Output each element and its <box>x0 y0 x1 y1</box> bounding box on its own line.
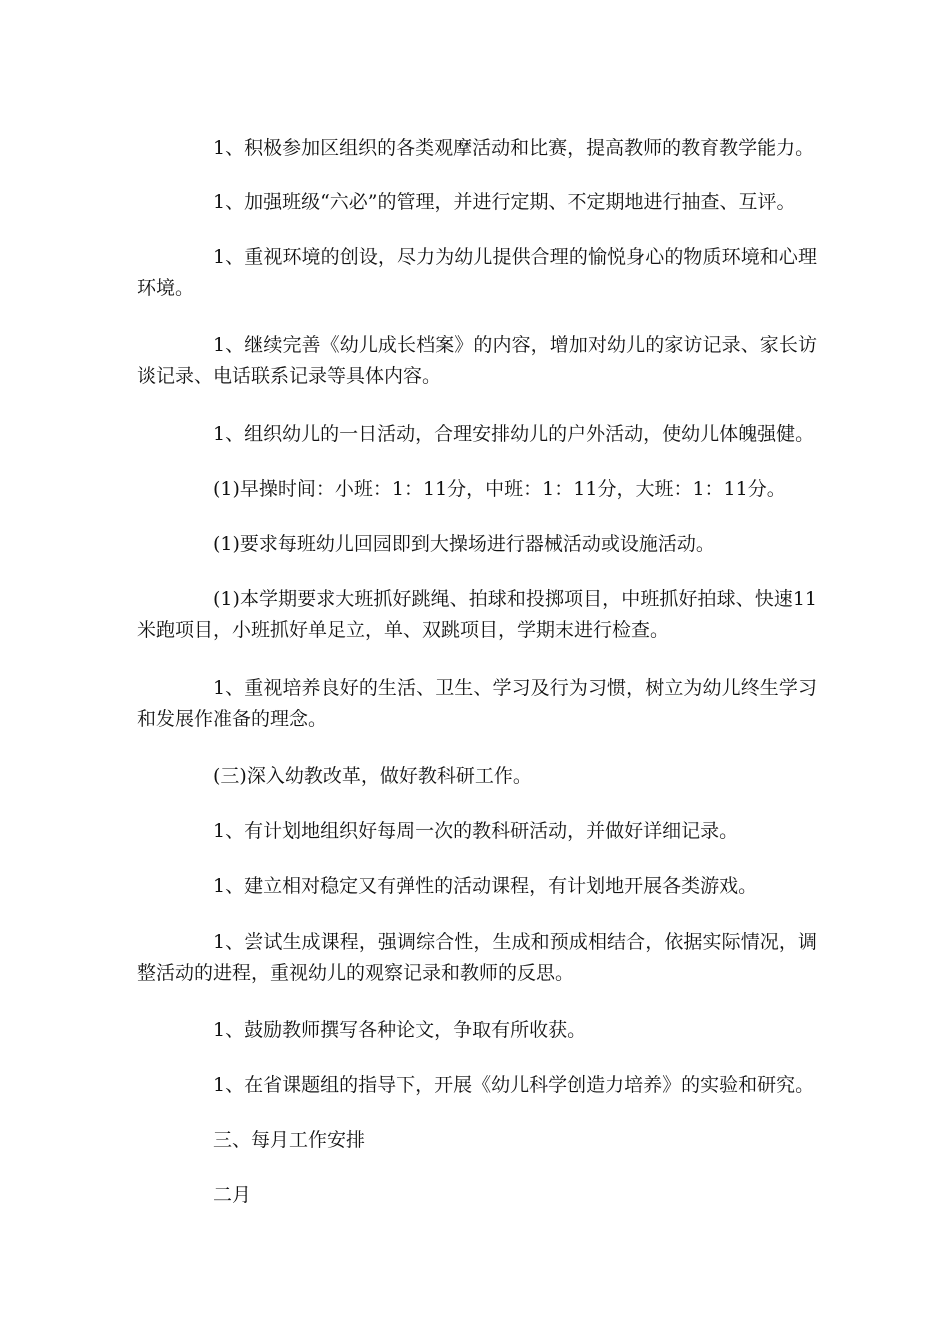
paragraph-teacher-papers: 1、鼓励教师撰写各种论文，争取有所收获。 <box>213 1019 587 1041</box>
paragraph-weekly-research: 1、有计划地组织好每周一次的教科研活动，并做好详细记录。 <box>213 820 739 842</box>
paragraph-provincial-project: 1、在省课题组的指导下，开展《幼儿科学创造力培养》的实验和研究。 <box>213 1074 815 1096</box>
paragraph-daily-activities: 1、组织幼儿的一日活动，合理安排幼儿的户外活动，使幼儿体魄强健。 <box>213 423 815 445</box>
paragraph-environment-creation: 1、重视环境的创设，尽力为幼儿提供合理的愉悦身心的物质环境和心理环境。 <box>137 246 817 299</box>
paragraph-activity-curriculum: 1、建立相对稳定又有弹性的活动课程，有计划地开展各类游戏。 <box>213 875 758 897</box>
section-heading-teaching-reform: (三)深入幼教改革，做好教科研工作。 <box>213 765 532 787</box>
paragraph-morning-exercise-time: (1)早操时间：小班：1：11分，中班：1：11分，大班：1：11分。 <box>213 478 786 500</box>
paragraph-generative-curriculum: 1、尝试生成课程，强调综合性，生成和预成相结合，依据实际情况，调整活动的进程，重视幼儿的观察记录和教师的反思。 <box>137 931 817 984</box>
paragraph-growth-archive: 1、继续完善《幼儿成长档案》的内容，增加对幼儿的家访记录、家长访谈记录、电话联系记录等具体内容。 <box>137 334 817 387</box>
paragraph-good-habits: 1、重视培养良好的生活、卫生、学习及行为习惯，树立为幼儿终生学习和发展作准备的理念。 <box>137 677 817 730</box>
paragraph-playground-activities: (1)要求每班幼儿回园即到大操场进行器械活动或设施活动。 <box>213 533 715 555</box>
paragraph-observation-activities: 1、积极参加区组织的各类观摩活动和比赛，提高教师的教育教学能力。 <box>213 137 815 159</box>
month-heading-february: 二月 <box>213 1184 252 1206</box>
paragraph-sports-items: (1)本学期要求大班抓好跳绳、拍球和投掷项目，中班抓好拍球、快速11米跑项目，小班抓好单足立，单、双跳项目，学期末进行检查。 <box>137 588 817 641</box>
section-heading-monthly-schedule: 三、每月工作安排 <box>213 1129 366 1151</box>
paragraph-six-musts-management: 1、加强班级“六必”的管理，并进行定期、不定期地进行抽查、互评。 <box>213 191 796 213</box>
